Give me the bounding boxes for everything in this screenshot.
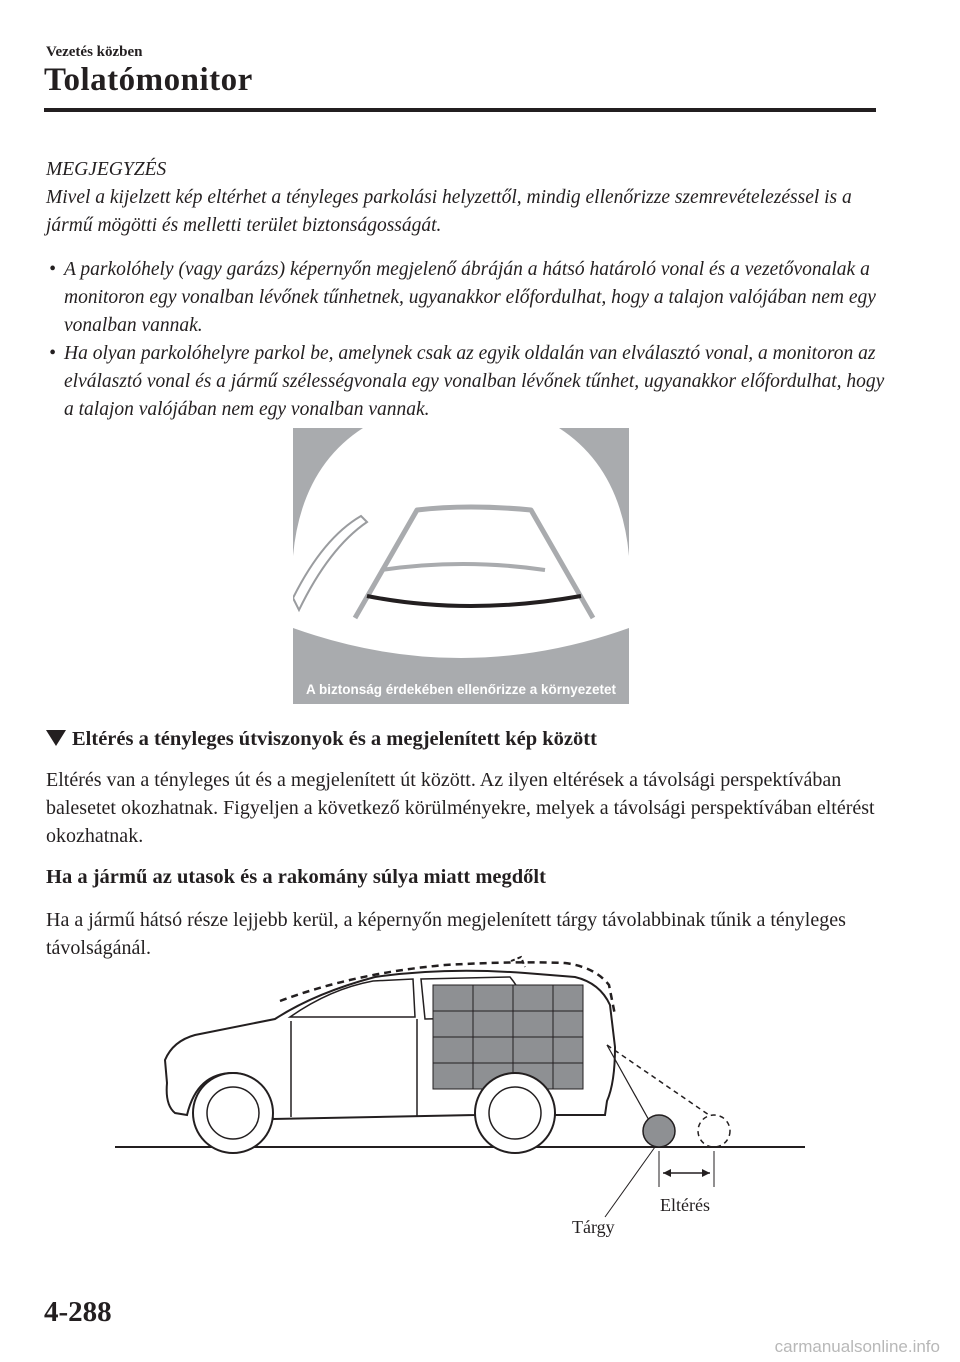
rear-wheel-rim (489, 1087, 541, 1139)
subheading: Ha a jármű az utasok és a rakomány súlya miatt megdőlt (46, 866, 546, 888)
note-heading: MEGJEGYZÉS (46, 159, 167, 180)
page-number: 4-288 (44, 1296, 112, 1328)
list-item (46, 256, 886, 340)
displayed-sight-line (607, 1045, 709, 1115)
section-heading (46, 728, 597, 751)
section-label: Vezetés közben (46, 44, 143, 60)
list-item (46, 340, 886, 424)
vehicle-tilt-illustration (115, 955, 805, 1245)
triangle-down-icon (46, 730, 66, 746)
object-displayed (698, 1115, 730, 1147)
front-wheel-rim (207, 1087, 259, 1139)
watermark: carmanualsonline.info (774, 1337, 940, 1356)
note-block (46, 156, 886, 240)
section-intro: Eltérés van a tényleges út és a megjelenített út között. Az ilyen eltérések a távolsági perspektívában balesetet okozhatnak. Figyeljen a következő körülményekre, melyek a távolsági perspektívában eltérést okozhatnak. (46, 769, 875, 847)
object-actual (643, 1115, 675, 1147)
actual-sight-line (607, 1045, 655, 1131)
camera-caption: A biztonság érdekében ellenőrizze a környezetet (305, 682, 617, 697)
section-body: Ha a jármű hátsó része lejjebb kerül, a képernyőn megjelenített tárgy távolabbinak tűnik a tényleges távolságánál. (46, 909, 846, 959)
note-text: Mivel a kijelzett kép eltérhet a tényleges parkolási helyzettől, mindig ellenőrizze szemrevételezéssel is a jármű mögötti és melletti terület biztonságosságát. (46, 187, 852, 236)
bullet-icon: • (49, 259, 56, 280)
page-title: Tolatómonitor (44, 62, 253, 98)
bullet-text: A parkolóhely (vagy garázs) képernyőn megjelenő ábráján a hátsó határoló vonal és a vezetővonalak a monitoron egy vonalban lévőnek tűnhetnek, ugyanakkor előfordulhat, hogy a talajon valójában nem egy vonalban vannak. (64, 259, 876, 336)
object-label: Tárgy (572, 1217, 615, 1237)
deviation-label: Eltérés (660, 1195, 710, 1215)
bullet-text: Ha olyan parkolóhelyre parkol be, amelynek csak az egyik oldalán van elválasztó vonal, a monitoron az elválasztó vonal és a jármű szélességvonala egy vonalban lévőnek tűnhet, ugyanakkor előfordulhat, hogy a talajon valójában nem egy vonalban vannak. (64, 343, 885, 420)
section-heading-text: Eltérés a tényleges útviszonyok és a megjelenített kép között (72, 728, 597, 750)
rear-camera-illustration (293, 428, 629, 704)
title-rule (44, 108, 876, 112)
note-bullets (46, 256, 886, 424)
bullet-icon: • (49, 343, 56, 364)
object-leader-line (605, 1147, 655, 1217)
